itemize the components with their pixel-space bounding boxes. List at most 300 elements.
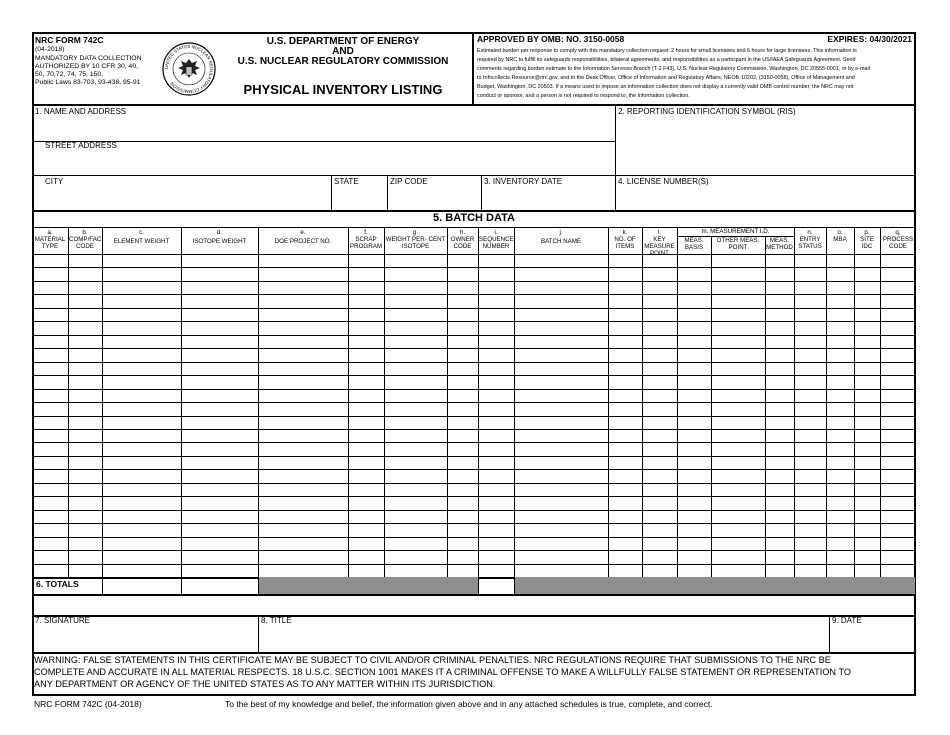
batch-cell-input[interactable]: [349, 443, 383, 456]
batch-cell-input[interactable]: [69, 417, 101, 429]
batch-cell-input[interactable]: [103, 497, 180, 510]
batch-cell-input[interactable]: [33, 565, 67, 577]
batch-cell-input[interactable]: [678, 497, 710, 510]
batch-cell-input[interactable]: [259, 470, 347, 483]
batch-cell-input[interactable]: [349, 565, 383, 577]
license-number-input[interactable]: [618, 188, 912, 208]
batch-cell-input[interactable]: [643, 484, 676, 496]
batch-cell-input[interactable]: [259, 403, 347, 416]
batch-cell-input[interactable]: [827, 295, 853, 308]
batch-cell-input[interactable]: [766, 511, 793, 523]
batch-cell-input[interactable]: [643, 363, 676, 375]
batch-cell-input[interactable]: [766, 295, 793, 308]
batch-cell-input[interactable]: [766, 443, 793, 456]
batch-cell-input[interactable]: [609, 255, 641, 267]
batch-cell-input[interactable]: [182, 524, 257, 537]
batch-cell-input[interactable]: [259, 430, 347, 442]
batch-cell-input[interactable]: [515, 457, 607, 469]
batch-cell-input[interactable]: [643, 309, 676, 321]
batch-cell-input[interactable]: [795, 363, 825, 375]
batch-cell-input[interactable]: [385, 376, 446, 389]
totals-cell-input[interactable]: [479, 579, 513, 593]
batch-cell-input[interactable]: [182, 349, 257, 362]
batch-cell-input[interactable]: [33, 268, 67, 281]
batch-cell-input[interactable]: [385, 511, 446, 523]
batch-cell-input[interactable]: [855, 403, 879, 416]
batch-cell-input[interactable]: [479, 497, 513, 510]
zip-code-input[interactable]: [389, 188, 479, 208]
batch-cell-input[interactable]: [827, 524, 853, 537]
batch-cell-input[interactable]: [881, 255, 915, 267]
batch-cell-input[interactable]: [827, 376, 853, 389]
batch-cell-input[interactable]: [103, 309, 180, 321]
batch-cell-input[interactable]: [766, 255, 793, 267]
batch-cell-input[interactable]: [385, 417, 446, 429]
batch-cell-input[interactable]: [385, 551, 446, 564]
batch-cell-input[interactable]: [855, 497, 879, 510]
batch-cell-input[interactable]: [712, 349, 764, 362]
batch-cell-input[interactable]: [766, 565, 793, 577]
batch-cell-input[interactable]: [479, 417, 513, 429]
batch-cell-input[interactable]: [515, 363, 607, 375]
totals-cell-input[interactable]: [103, 579, 180, 593]
batch-cell-input[interactable]: [766, 484, 793, 496]
batch-cell-input[interactable]: [385, 390, 446, 402]
batch-cell-input[interactable]: [448, 336, 477, 348]
batch-cell-input[interactable]: [385, 322, 446, 335]
batch-cell-input[interactable]: [855, 457, 879, 469]
batch-cell-input[interactable]: [827, 417, 853, 429]
batch-cell-input[interactable]: [855, 430, 879, 442]
batch-cell-input[interactable]: [515, 417, 607, 429]
batch-cell-input[interactable]: [643, 336, 676, 348]
batch-cell-input[interactable]: [795, 255, 825, 267]
batch-cell-input[interactable]: [385, 497, 446, 510]
batch-cell-input[interactable]: [827, 497, 853, 510]
batch-cell-input[interactable]: [103, 336, 180, 348]
batch-cell-input[interactable]: [103, 349, 180, 362]
batch-cell-input[interactable]: [609, 443, 641, 456]
batch-cell-input[interactable]: [182, 443, 257, 456]
batch-cell-input[interactable]: [33, 322, 67, 335]
batch-cell-input[interactable]: [515, 336, 607, 348]
batch-cell-input[interactable]: [795, 484, 825, 496]
batch-cell-input[interactable]: [33, 376, 67, 389]
batch-cell-input[interactable]: [795, 336, 825, 348]
batch-cell-input[interactable]: [766, 309, 793, 321]
batch-cell-input[interactable]: [678, 511, 710, 523]
batch-cell-input[interactable]: [643, 511, 676, 523]
batch-cell-input[interactable]: [881, 538, 915, 550]
batch-cell-input[interactable]: [855, 390, 879, 402]
batch-cell-input[interactable]: [712, 417, 764, 429]
batch-cell-input[interactable]: [855, 363, 879, 375]
batch-cell-input[interactable]: [182, 470, 257, 483]
batch-cell-input[interactable]: [855, 417, 879, 429]
batch-cell-input[interactable]: [643, 417, 676, 429]
batch-cell-input[interactable]: [795, 349, 825, 362]
batch-cell-input[interactable]: [881, 443, 915, 456]
batch-cell-input[interactable]: [609, 524, 641, 537]
batch-cell-input[interactable]: [678, 376, 710, 389]
batch-cell-input[interactable]: [766, 430, 793, 442]
batch-cell-input[interactable]: [643, 457, 676, 469]
batch-cell-input[interactable]: [712, 363, 764, 375]
batch-cell-input[interactable]: [609, 497, 641, 510]
batch-cell-input[interactable]: [827, 309, 853, 321]
batch-cell-input[interactable]: [881, 565, 915, 577]
batch-cell-input[interactable]: [643, 551, 676, 564]
batch-cell-input[interactable]: [259, 376, 347, 389]
batch-cell-input[interactable]: [479, 484, 513, 496]
batch-cell-input[interactable]: [448, 497, 477, 510]
batch-cell-input[interactable]: [385, 457, 446, 469]
batch-cell-input[interactable]: [881, 282, 915, 294]
batch-cell-input[interactable]: [103, 484, 180, 496]
batch-cell-input[interactable]: [643, 390, 676, 402]
date-input[interactable]: [832, 627, 914, 649]
batch-cell-input[interactable]: [712, 443, 764, 456]
batch-cell-input[interactable]: [827, 538, 853, 550]
batch-cell-input[interactable]: [712, 524, 764, 537]
batch-cell-input[interactable]: [69, 565, 101, 577]
batch-cell-input[interactable]: [103, 282, 180, 294]
batch-cell-input[interactable]: [69, 484, 101, 496]
batch-cell-input[interactable]: [182, 457, 257, 469]
batch-cell-input[interactable]: [678, 336, 710, 348]
batch-cell-input[interactable]: [855, 511, 879, 523]
batch-cell-input[interactable]: [479, 511, 513, 523]
batch-cell-input[interactable]: [259, 309, 347, 321]
batch-cell-input[interactable]: [33, 497, 67, 510]
batch-cell-input[interactable]: [827, 443, 853, 456]
batch-cell-input[interactable]: [182, 295, 257, 308]
batch-cell-input[interactable]: [643, 470, 676, 483]
batch-cell-input[interactable]: [103, 255, 180, 267]
batch-cell-input[interactable]: [349, 484, 383, 496]
batch-cell-input[interactable]: [69, 403, 101, 416]
batch-cell-input[interactable]: [479, 336, 513, 348]
batch-cell-input[interactable]: [259, 390, 347, 402]
batch-cell-input[interactable]: [33, 295, 67, 308]
batch-cell-input[interactable]: [515, 484, 607, 496]
batch-cell-input[interactable]: [385, 255, 446, 267]
batch-cell-input[interactable]: [448, 443, 477, 456]
batch-cell-input[interactable]: [609, 295, 641, 308]
batch-cell-input[interactable]: [349, 268, 383, 281]
batch-cell-input[interactable]: [827, 268, 853, 281]
batch-cell-input[interactable]: [33, 309, 67, 321]
batch-cell-input[interactable]: [479, 255, 513, 267]
batch-cell-input[interactable]: [766, 403, 793, 416]
ris-input[interactable]: [618, 120, 912, 170]
batch-cell-input[interactable]: [766, 268, 793, 281]
batch-cell-input[interactable]: [712, 268, 764, 281]
batch-cell-input[interactable]: [515, 322, 607, 335]
batch-cell-input[interactable]: [479, 538, 513, 550]
batch-cell-input[interactable]: [795, 538, 825, 550]
batch-cell-input[interactable]: [103, 551, 180, 564]
batch-cell-input[interactable]: [827, 551, 853, 564]
batch-cell-input[interactable]: [515, 349, 607, 362]
batch-cell-input[interactable]: [33, 255, 67, 267]
batch-cell-input[interactable]: [881, 363, 915, 375]
batch-cell-input[interactable]: [766, 282, 793, 294]
batch-cell-input[interactable]: [103, 322, 180, 335]
batch-cell-input[interactable]: [349, 349, 383, 362]
batch-cell-input[interactable]: [515, 268, 607, 281]
batch-cell-input[interactable]: [259, 282, 347, 294]
batch-cell-input[interactable]: [259, 457, 347, 469]
batch-cell-input[interactable]: [643, 524, 676, 537]
batch-cell-input[interactable]: [766, 457, 793, 469]
batch-cell-input[interactable]: [349, 457, 383, 469]
batch-cell-input[interactable]: [515, 390, 607, 402]
batch-cell-input[interactable]: [349, 376, 383, 389]
batch-cell-input[interactable]: [182, 376, 257, 389]
batch-cell-input[interactable]: [827, 430, 853, 442]
batch-cell-input[interactable]: [385, 363, 446, 375]
batch-cell-input[interactable]: [609, 363, 641, 375]
batch-cell-input[interactable]: [448, 484, 477, 496]
batch-cell-input[interactable]: [182, 497, 257, 510]
batch-cell-input[interactable]: [609, 336, 641, 348]
batch-cell-input[interactable]: [69, 524, 101, 537]
batch-cell-input[interactable]: [385, 565, 446, 577]
batch-cell-input[interactable]: [881, 268, 915, 281]
batch-cell-input[interactable]: [643, 255, 676, 267]
batch-cell-input[interactable]: [712, 470, 764, 483]
batch-cell-input[interactable]: [448, 309, 477, 321]
batch-cell-input[interactable]: [609, 376, 641, 389]
batch-cell-input[interactable]: [448, 349, 477, 362]
state-input[interactable]: [333, 188, 385, 208]
batch-cell-input[interactable]: [182, 511, 257, 523]
batch-cell-input[interactable]: [259, 538, 347, 550]
batch-cell-input[interactable]: [678, 484, 710, 496]
batch-cell-input[interactable]: [609, 309, 641, 321]
batch-cell-input[interactable]: [33, 457, 67, 469]
batch-cell-input[interactable]: [259, 551, 347, 564]
city-input[interactable]: [35, 188, 327, 208]
batch-cell-input[interactable]: [349, 511, 383, 523]
batch-cell-input[interactable]: [103, 430, 180, 442]
batch-cell-input[interactable]: [349, 430, 383, 442]
batch-cell-input[interactable]: [643, 322, 676, 335]
batch-cell-input[interactable]: [349, 363, 383, 375]
batch-cell-input[interactable]: [515, 551, 607, 564]
batch-cell-input[interactable]: [448, 565, 477, 577]
batch-cell-input[interactable]: [515, 255, 607, 267]
batch-cell-input[interactable]: [712, 295, 764, 308]
batch-cell-input[interactable]: [385, 282, 446, 294]
batch-cell-input[interactable]: [448, 511, 477, 523]
batch-cell-input[interactable]: [479, 295, 513, 308]
street-address-input[interactable]: [35, 153, 611, 173]
batch-cell-input[interactable]: [479, 565, 513, 577]
batch-cell-input[interactable]: [881, 497, 915, 510]
batch-cell-input[interactable]: [795, 390, 825, 402]
batch-cell-input[interactable]: [69, 309, 101, 321]
batch-cell-input[interactable]: [69, 349, 101, 362]
batch-cell-input[interactable]: [33, 336, 67, 348]
batch-cell-input[interactable]: [479, 363, 513, 375]
batch-cell-input[interactable]: [182, 484, 257, 496]
batch-cell-input[interactable]: [712, 430, 764, 442]
batch-cell-input[interactable]: [678, 282, 710, 294]
batch-cell-input[interactable]: [259, 363, 347, 375]
batch-cell-input[interactable]: [766, 538, 793, 550]
batch-cell-input[interactable]: [448, 457, 477, 469]
batch-cell-input[interactable]: [479, 390, 513, 402]
batch-cell-input[interactable]: [643, 430, 676, 442]
batch-cell-input[interactable]: [259, 417, 347, 429]
batch-cell-input[interactable]: [448, 551, 477, 564]
batch-cell-input[interactable]: [385, 443, 446, 456]
batch-cell-input[interactable]: [515, 443, 607, 456]
batch-cell-input[interactable]: [643, 443, 676, 456]
batch-cell-input[interactable]: [259, 322, 347, 335]
batch-cell-input[interactable]: [609, 430, 641, 442]
batch-cell-input[interactable]: [385, 349, 446, 362]
batch-cell-input[interactable]: [855, 309, 879, 321]
batch-cell-input[interactable]: [643, 403, 676, 416]
batch-cell-input[interactable]: [448, 376, 477, 389]
batch-cell-input[interactable]: [855, 255, 879, 267]
batch-cell-input[interactable]: [385, 403, 446, 416]
batch-cell-input[interactable]: [515, 565, 607, 577]
batch-cell-input[interactable]: [827, 511, 853, 523]
batch-cell-input[interactable]: [69, 268, 101, 281]
batch-cell-input[interactable]: [609, 268, 641, 281]
batch-cell-input[interactable]: [385, 309, 446, 321]
title-input[interactable]: [261, 627, 826, 649]
batch-cell-input[interactable]: [795, 470, 825, 483]
batch-cell-input[interactable]: [479, 349, 513, 362]
batch-cell-input[interactable]: [766, 417, 793, 429]
batch-cell-input[interactable]: [609, 390, 641, 402]
batch-cell-input[interactable]: [827, 457, 853, 469]
batch-cell-input[interactable]: [881, 349, 915, 362]
batch-cell-input[interactable]: [795, 309, 825, 321]
batch-cell-input[interactable]: [855, 268, 879, 281]
batch-cell-input[interactable]: [827, 336, 853, 348]
batch-cell-input[interactable]: [795, 403, 825, 416]
batch-cell-input[interactable]: [795, 268, 825, 281]
batch-cell-input[interactable]: [182, 417, 257, 429]
batch-cell-input[interactable]: [448, 524, 477, 537]
batch-cell-input[interactable]: [678, 268, 710, 281]
batch-cell-input[interactable]: [855, 538, 879, 550]
batch-cell-input[interactable]: [609, 349, 641, 362]
batch-cell-input[interactable]: [643, 295, 676, 308]
batch-cell-input[interactable]: [881, 390, 915, 402]
batch-cell-input[interactable]: [515, 376, 607, 389]
batch-cell-input[interactable]: [766, 349, 793, 362]
batch-cell-input[interactable]: [103, 511, 180, 523]
batch-cell-input[interactable]: [678, 538, 710, 550]
batch-cell-input[interactable]: [182, 538, 257, 550]
batch-cell-input[interactable]: [855, 565, 879, 577]
batch-cell-input[interactable]: [712, 390, 764, 402]
batch-cell-input[interactable]: [259, 255, 347, 267]
batch-cell-input[interactable]: [69, 538, 101, 550]
batch-cell-input[interactable]: [881, 403, 915, 416]
batch-cell-input[interactable]: [349, 497, 383, 510]
batch-cell-input[interactable]: [712, 538, 764, 550]
batch-cell-input[interactable]: [712, 282, 764, 294]
batch-cell-input[interactable]: [448, 295, 477, 308]
batch-cell-input[interactable]: [643, 497, 676, 510]
batch-cell-input[interactable]: [827, 565, 853, 577]
batch-cell-input[interactable]: [795, 457, 825, 469]
batch-cell-input[interactable]: [349, 470, 383, 483]
batch-cell-input[interactable]: [855, 443, 879, 456]
batch-cell-input[interactable]: [69, 282, 101, 294]
batch-cell-input[interactable]: [69, 511, 101, 523]
batch-cell-input[interactable]: [259, 511, 347, 523]
batch-cell-input[interactable]: [448, 268, 477, 281]
batch-cell-input[interactable]: [103, 565, 180, 577]
batch-cell-input[interactable]: [349, 524, 383, 537]
totals-cell-input[interactable]: [182, 579, 257, 593]
batch-cell-input[interactable]: [349, 295, 383, 308]
batch-cell-input[interactable]: [479, 470, 513, 483]
batch-cell-input[interactable]: [349, 417, 383, 429]
batch-cell-input[interactable]: [609, 470, 641, 483]
batch-cell-input[interactable]: [448, 363, 477, 375]
batch-cell-input[interactable]: [855, 470, 879, 483]
batch-cell-input[interactable]: [795, 430, 825, 442]
batch-cell-input[interactable]: [448, 417, 477, 429]
batch-cell-input[interactable]: [69, 322, 101, 335]
batch-cell-input[interactable]: [795, 524, 825, 537]
batch-cell-input[interactable]: [385, 538, 446, 550]
batch-cell-input[interactable]: [33, 417, 67, 429]
batch-cell-input[interactable]: [448, 282, 477, 294]
batch-cell-input[interactable]: [515, 430, 607, 442]
batch-cell-input[interactable]: [881, 470, 915, 483]
batch-cell-input[interactable]: [448, 322, 477, 335]
batch-cell-input[interactable]: [103, 295, 180, 308]
batch-cell-input[interactable]: [881, 511, 915, 523]
batch-cell-input[interactable]: [827, 282, 853, 294]
batch-cell-input[interactable]: [855, 349, 879, 362]
batch-cell-input[interactable]: [69, 470, 101, 483]
batch-cell-input[interactable]: [712, 565, 764, 577]
batch-cell-input[interactable]: [33, 538, 67, 550]
batch-cell-input[interactable]: [712, 309, 764, 321]
batch-cell-input[interactable]: [385, 336, 446, 348]
batch-cell-input[interactable]: [712, 322, 764, 335]
batch-cell-input[interactable]: [259, 295, 347, 308]
batch-cell-input[interactable]: [881, 376, 915, 389]
batch-cell-input[interactable]: [855, 376, 879, 389]
batch-cell-input[interactable]: [349, 282, 383, 294]
batch-cell-input[interactable]: [678, 390, 710, 402]
batch-cell-input[interactable]: [349, 403, 383, 416]
batch-cell-input[interactable]: [349, 322, 383, 335]
batch-cell-input[interactable]: [33, 524, 67, 537]
batch-cell-input[interactable]: [643, 565, 676, 577]
batch-cell-input[interactable]: [349, 309, 383, 321]
batch-cell-input[interactable]: [795, 565, 825, 577]
batch-cell-input[interactable]: [103, 470, 180, 483]
batch-cell-input[interactable]: [33, 470, 67, 483]
batch-cell-input[interactable]: [33, 403, 67, 416]
batch-cell-input[interactable]: [712, 255, 764, 267]
batch-cell-input[interactable]: [609, 565, 641, 577]
